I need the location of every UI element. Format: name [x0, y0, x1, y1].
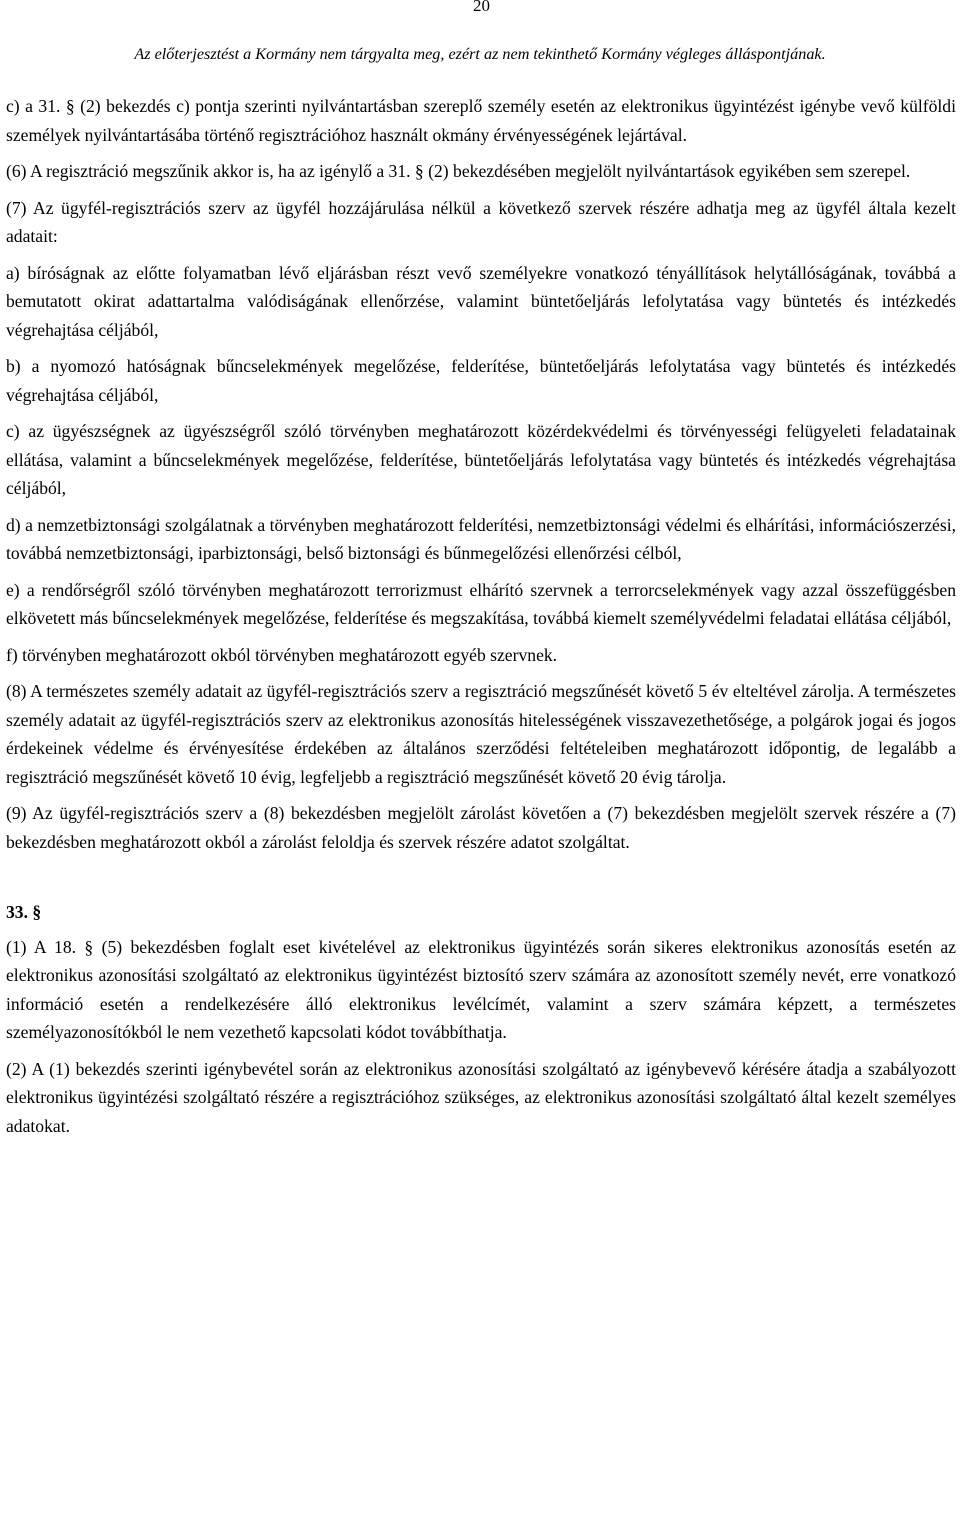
paragraph-33-2: (2) A (1) bekezdés szerinti igénybevétel során az elektronikus azonosítási szolgáltató az igénybevevő kérésére átadja a szabályozott elektronikus ügyintézési szolgáltató részére a regisztrációhoz szükséges, az elektronikus azonosítási szolgáltató által kezelt személyes adatokat.: [6, 1058, 956, 1136]
paragraph-9: (9) Az ügyfél-regisztrációs szerv a (8) bekezdésben megjelölt zárolást követően a (7) bekezdésben megjelölt szervek részére a (7) bekezdésben meghatározott okból a zárolást feloldja és szervek részére adatot szolgáltat.: [6, 803, 956, 852]
paragraph-7a: a) bíróságnak az előtte folyamatban lévő eljárásban részt vevő személyekre vonatkozó tényállítások helytállóságának, továbbá a bemutatott okirat adattartalma valódiságának ellenőrzése, valamint büntetőeljárás lefolytatása vagy büntetés és intézkedés végrehajtása céljából,: [6, 262, 956, 340]
paragraph-8: (8) A természetes személy adatait az ügyfél-regisztrációs szerv a regisztráció megszűnését követő 5 év elteltével zárolja. A természetes személy adatait az ügyfél-regisztrációs szerv az elektronikus azonosítás hitelességének visszavezethetősége, a polgárok jogai és jogos érdekeinek védelme és érvényesítése érdekében az általános szerződési feltételeiben meghatározott időpontig, de legalább a regisztráció megszűnését követő 10 évig, legfeljebb a regisztráció megszűnését követő 20 évig tárolja.: [6, 681, 956, 787]
header-note: Az előterjesztést a Kormány nem tárgyalta meg, ezért az nem tekinthető Kormány végleges álláspontjának.: [134, 45, 826, 63]
paragraph-7e: e) a rendőrségről szóló törvényben meghatározott terrorizmust elhárító szervnek a terrorcselekmények vagy azzal összefüggésben elkövetett más bűncselekmények megelőzése, felderítése és megszakítása, továbbá kiemelt személyvédelmi feladatai ellátása céljából,: [6, 579, 956, 628]
paragraph-7c: c) az ügyészségnek az ügyészségről szóló törvényben meghatározott közérdekvédelmi és törvényességi felügyeleti feladatainak ellátása, valamint a bűncselekmények megelőzése, felderítése, büntetőeljárás lefolytatása vagy büntetés és intézkedés végrehajtása céljából,: [6, 421, 956, 498]
page-number: 20: [473, 0, 490, 15]
paragraph-33-1: (1) A 18. § (5) bekezdésben foglalt eset kivételével az elektronikus ügyintézés során sikeres elektronikus azonosítás esetén az elektronikus azonosítási szolgáltató az elektronikus ügyintézést biztosító szerv számára az azonosított személy nevét, erre vonatkozó információ esetén a rendelkezésére álló elektronikus levélcímét, valamint a szerv számára képzett, a természetes személyazonosítókból le nem vezethető kapcsolati kódot továbbíthatja.: [6, 936, 956, 1042]
paragraph-7f: f) törvényben meghatározott okból törvényben meghatározott egyéb szervnek.: [6, 644, 558, 665]
paragraph-7d: d) a nemzetbiztonsági szolgálatnak a törvényben meghatározott felderítési, nemzetbiztonsági védelmi és elhárítási, információszerzési, továbbá nemzetbiztonsági, iparbiztonsági, belső biztonsági és bűnmegelőzési ellenőrzési célból,: [6, 514, 956, 563]
section-title: 33. §: [6, 902, 42, 922]
paragraph-7b: b) a nyomozó hatóságnak bűncselekmények megelőzése, felderítése, büntetőeljárás lefolytatása vagy büntetés és intézkedés végrehajtása céljából,: [6, 356, 956, 405]
paragraph-6: (6) A regisztráció megszűnik akkor is, ha az igénylő a 31. § (2) bekezdésében megjelölt nyilvántartások egyikében sem szerepel.: [6, 161, 911, 181]
document-body: [6, 92, 956, 1140]
paragraph-5c: c) a 31. § (2) bekezdés c) pontja szerinti nyilvántartásban szereplő személy esetén az elektronikus ügyintézést igénybe vevő külföldi személyek nyilvántartásába történő regisztrációhoz használt okmány érvényességének lejártával.: [6, 96, 956, 145]
paragraph-7: (7) Az ügyfél-regisztrációs szerv az ügyfél hozzájárulása nélkül a következő szervek részére adhatja meg az ügyfél általa kezelt adatait:: [6, 197, 956, 246]
